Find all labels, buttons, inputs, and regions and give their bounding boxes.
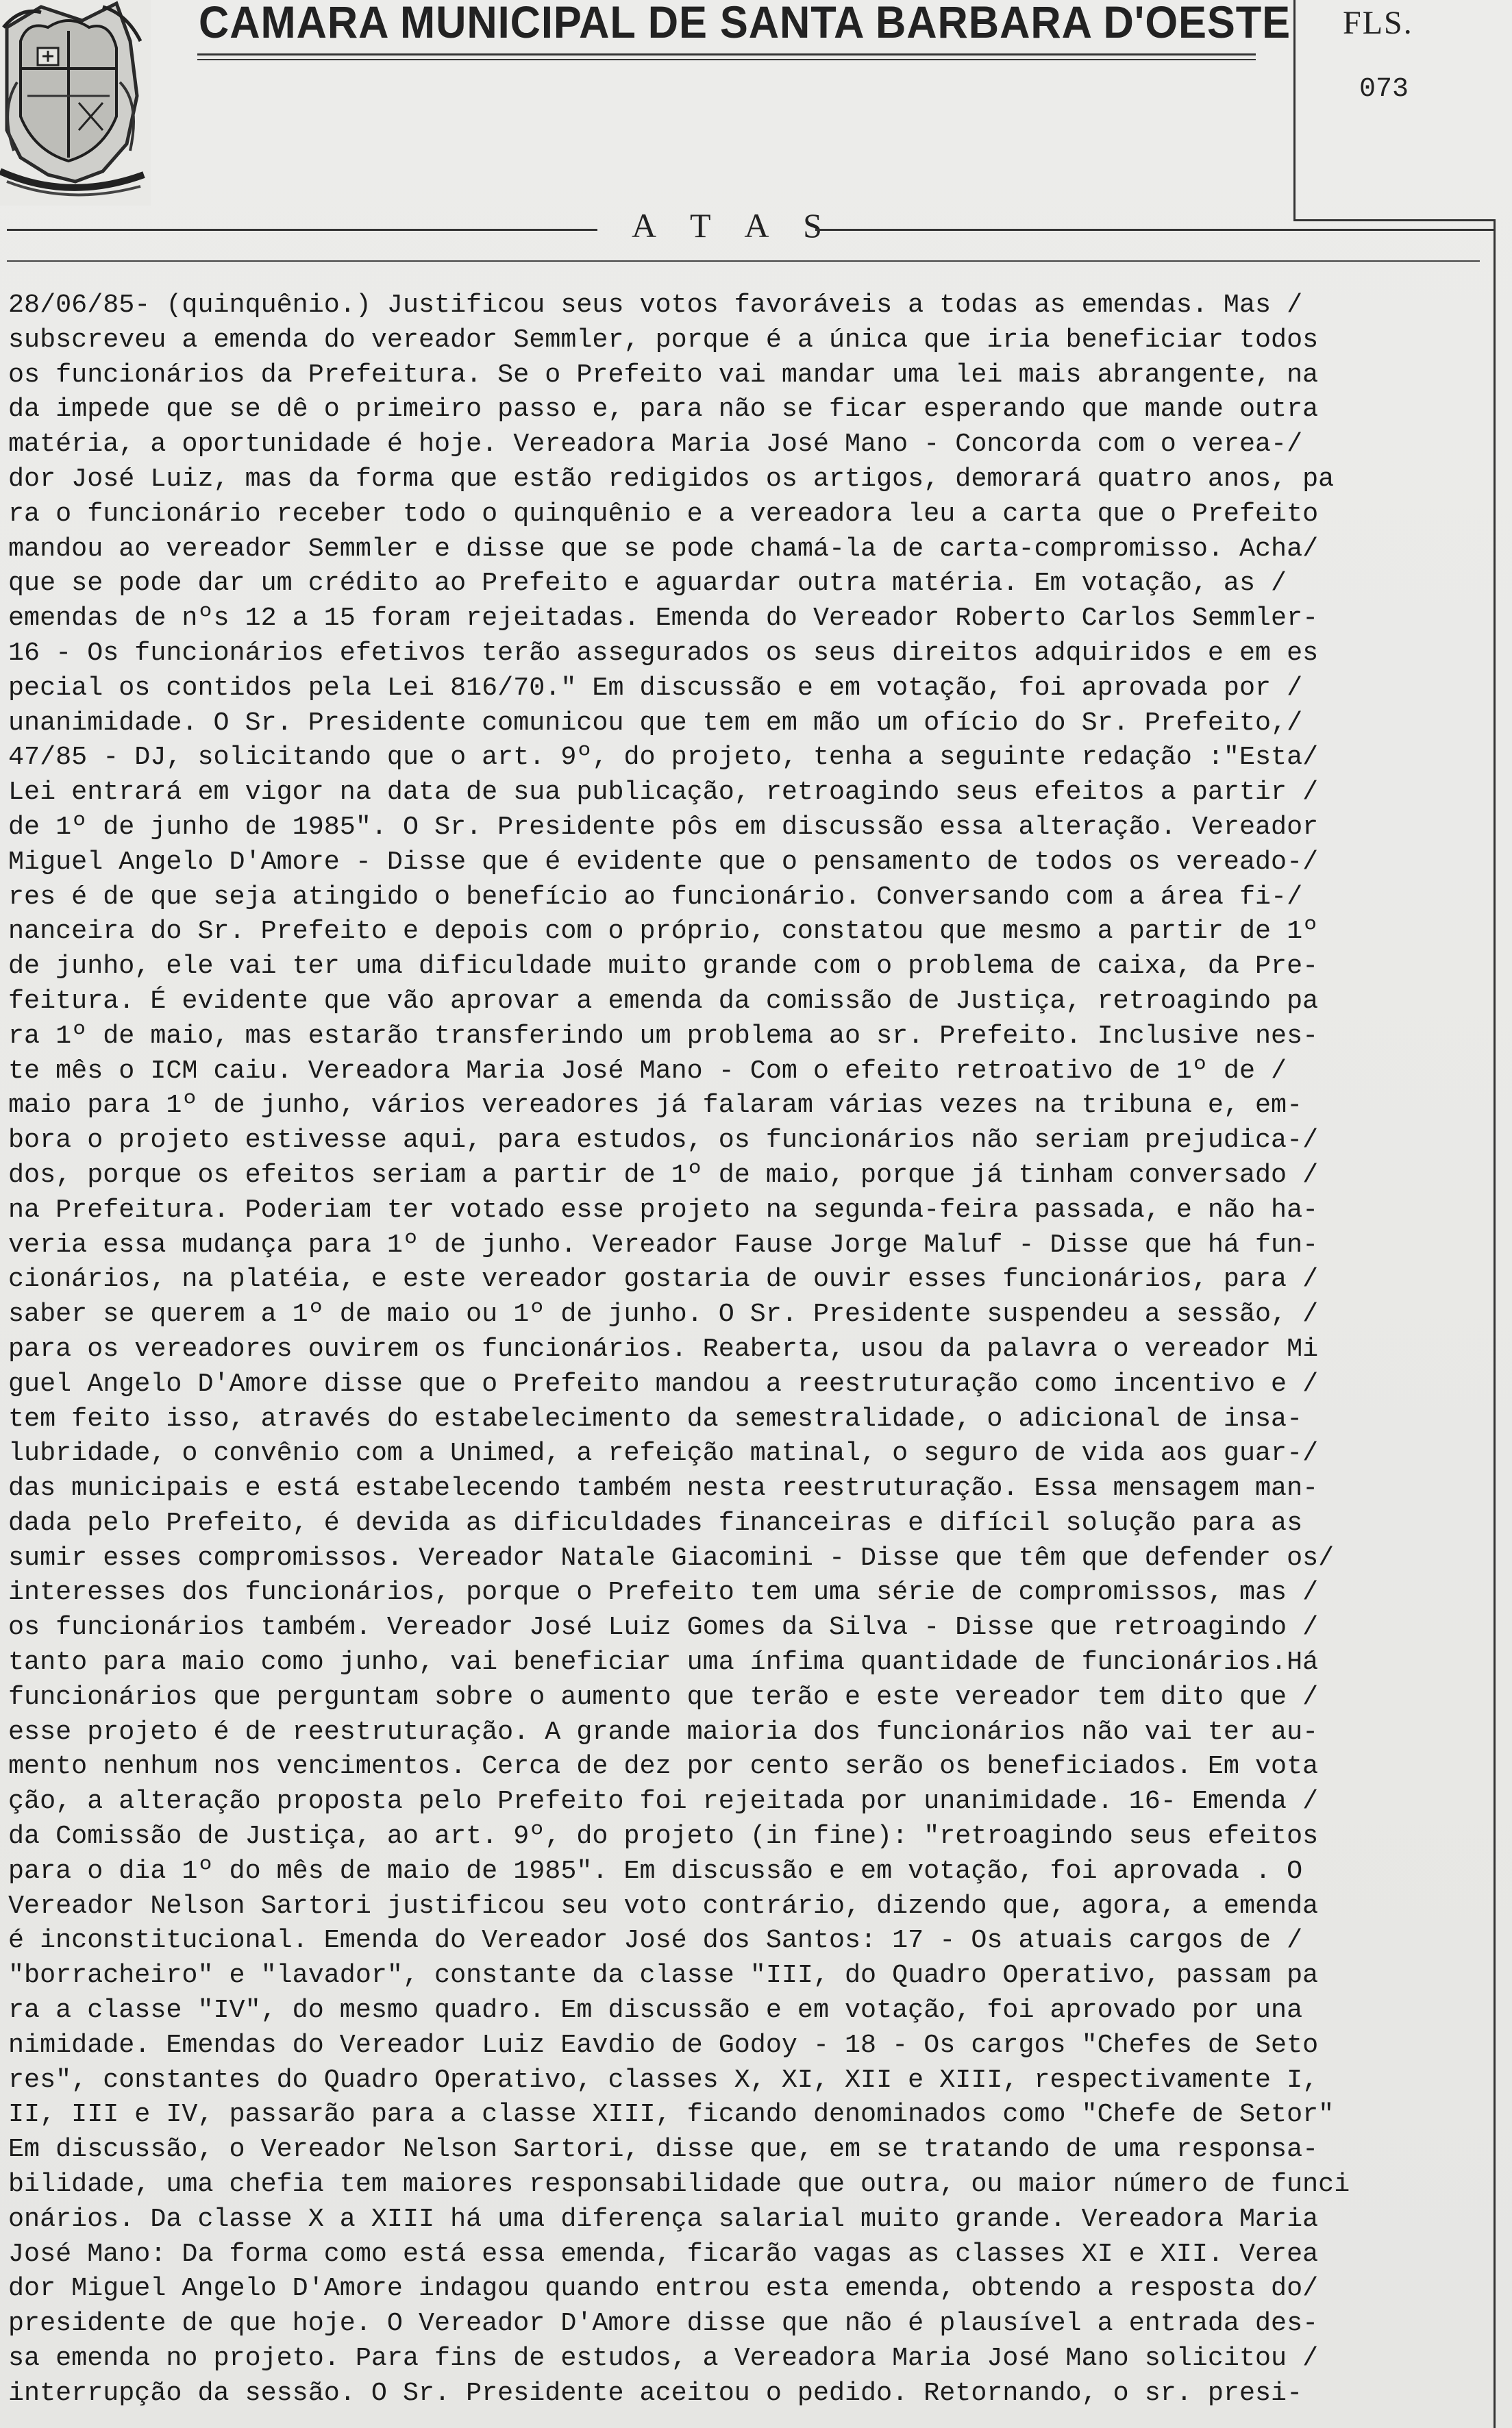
text-line: das municipais e está estabelecendo também nesta reestruturação. Essa mensagem man- <box>8 1473 1319 1504</box>
text-line: dor Miguel Angelo D'Amore indagou quando entrou esta emenda, obtendo a resposta do/ <box>8 2273 1319 2304</box>
text-line: nimidade. Emendas do Vereador Luiz Eavdio de Godoy - 18 - Os cargos "Chefes de Seto <box>8 2029 1319 2060</box>
text-line: 47/85 - DJ, solicitando que o art. 9º, do projeto, tenha a seguinte redação :"Esta/ <box>8 742 1319 773</box>
text-line: interesses dos funcionários, porque o Prefeito tem uma série de compromissos, mas / <box>8 1577 1319 1608</box>
text-line: Vereador Nelson Sartori justificou seu voto contrário, dizendo que, agora, a emenda <box>8 1890 1319 1921</box>
text-line: para o dia 1º do mês de maio de 1985". Em discussão e em votação, foi aprovada . O <box>8 1855 1303 1886</box>
chamber-title: CAMARA MUNICIPAL DE SANTA BARBARA D'OESTE <box>199 0 1291 47</box>
text-line: res é de que seja atingido o benefício ao funcionário. Conversando com a área fi-/ <box>8 881 1303 912</box>
text-line: da Comissão de Justiça, ao art. 9º, do projeto (in fine): "retroagindo seus efeitos <box>8 1821 1319 1852</box>
text-line: guel Angelo D'Amore disse que o Prefeito mandou a reestruturação como incentivo e / <box>8 1368 1319 1399</box>
text-line: res", constantes do Quadro Operativo, classes X, XI, XII e XIII, respectivamente I, <box>8 2064 1319 2095</box>
text-line: bora o projeto estivesse aqui, para estudos, os funcionários não seriam prejudica-/ <box>8 1125 1319 1156</box>
text-line: 16 - Os funcionários efetivos terão assegurados os seus direitos adquiridos e em es <box>8 637 1319 668</box>
text-line: sa emenda no projeto. Para fins de estudos, a Vereadora Maria José Mano solicitou / <box>8 2343 1319 2374</box>
municipal-seal-icon <box>0 0 151 206</box>
text-line: é inconstitucional. Emenda do Vereador José dos Santos: 17 - Os atuais cargos de / <box>8 1925 1303 1956</box>
text-line: ção, a alteração proposta pelo Prefeito foi rejeitada por unanimidade. 16- Emenda / <box>8 1786 1319 1817</box>
text-line: de junho, ele vai ter uma dificuldade muito grande com o problema de caixa, da Pre- <box>8 951 1319 982</box>
section-rule-left <box>7 229 597 231</box>
text-line: unanimidade. O Sr. Presidente comunicou que tem em mão um ofício do Sr. Prefeito,/ <box>8 707 1303 738</box>
text-line: dada pelo Prefeito, é devida as dificuldades financeiras e difícil solução para as <box>8 1507 1303 1538</box>
text-line: cionários, na platéia, e este vereador gostaria de ouvir esses funcionários, para / <box>8 1264 1319 1295</box>
text-line: os funcionários da Prefeitura. Se o Prefeito vai mandar uma lei mais abrangente, na <box>8 359 1319 390</box>
text-line: interrupção da sessão. O Sr. Presidente aceitou o pedido. Retornando, o sr. presi- <box>8 2377 1303 2408</box>
text-line: "borracheiro" e "lavador", constante da classe "III, do Quadro Operativo, passam pa <box>8 1960 1319 1991</box>
text-line: subscreveu a emenda do vereador Semmler, porque é a única que iria beneficiar todos <box>8 324 1319 355</box>
text-line: tanto para maio como junho, vai beneficiar uma ínfima quantidade de funcionários.Há <box>8 1647 1319 1678</box>
text-line: presidente de que hoje. O Vereador D'Amore disse que não é plausível a entrada des- <box>8 2308 1319 2339</box>
text-line: sumir esses compromissos. Vereador Natale Giacomini - Disse que têm que defender os/ <box>8 1542 1335 1573</box>
minutes-text <box>8 288 1481 2411</box>
text-line: Miguel Angelo D'Amore - Disse que é evidente que o pensamento de todos os vereado-/ <box>8 846 1319 877</box>
text-line: bilidade, uma chefia tem maiores responsabilidade que outra, ou maior número de funci <box>8 2169 1350 2200</box>
text-line: de 1º de junho de 1985". O Sr. Presidente pôs em discussão essa alteração. Vereador <box>8 811 1319 842</box>
text-line: saber se querem a 1º de maio ou 1º de junho. O Sr. Presidente suspendeu a sessão, / <box>8 1299 1319 1330</box>
text-line: dor José Luiz, mas da forma que estão redigidos os artigos, demorará quatro anos, pa <box>8 463 1335 494</box>
text-line: dos, porque os efeitos seriam a partir de 1º de maio, porque já tinham conversado / <box>8 1159 1319 1190</box>
text-line: os funcionários também. Vereador José Luiz Gomes da Silva - Disse que retroagindo / <box>8 1612 1319 1643</box>
text-line: maio para 1º de junho, vários vereadores já falaram várias vezes na tribuna e, em- <box>8 1090 1303 1121</box>
text-line: emendas de nºs 12 a 15 foram rejeitadas. Emenda do Vereador Roberto Carlos Semmler- <box>8 603 1319 634</box>
text-line: funcionários que perguntam sobre o aumento que terão e este vereador tem dito que / <box>8 1681 1319 1712</box>
text-line: lubridade, o convênio com a Unimed, a refeição matinal, o seguro de vida aos guar-/ <box>8 1438 1319 1469</box>
text-line: 28/06/85- (quinquênio.) Justificou seus votos favoráveis a todas as emendas. Mas / <box>8 290 1303 320</box>
text-line: esse projeto é de reestruturação. A grande maioria dos funcionários não vai ter au- <box>8 1716 1319 1747</box>
text-line: feitura. É evidente que vão aprovar a emenda da comissão de Justiça, retroagindo pa <box>8 985 1319 1016</box>
text-line: José Mano: Da forma como está essa emenda, ficarão vagas as classes XI e XII. Verea <box>8 2238 1319 2269</box>
text-line: te mês o ICM caiu. Vereadora Maria José Mano - Com o efeito retroativo de 1º de / <box>8 1055 1287 1086</box>
text-line: mento nenhum nos vencimentos. Cerca de dez por cento serão os beneficiados. Em vota <box>8 1751 1319 1782</box>
text-line: II, III e IV, passarão para a classe XIII, ficando denominados como "Chefe de Setor" <box>8 2099 1335 2130</box>
text-line: Em discussão, o Vereador Nelson Sartori, disse que, em se tratando de uma responsa- <box>8 2134 1319 2165</box>
text-line: nanceira do Sr. Prefeito e depois com o próprio, constatou que mesmo a partir de 1º <box>8 916 1319 947</box>
text-line: mandou ao vereador Semmler e disse que se pode chamá-la de carta-compromisso. Acha/ <box>8 533 1319 564</box>
text-line: da impede que se dê o primeiro passo e, para não se ficar esperando que mande outra <box>8 394 1319 425</box>
text-line: Lei entrará em vigor na data de sua publicação, retroagindo seus efeitos a partir / <box>8 777 1319 808</box>
title-rule <box>197 53 1256 60</box>
folio-number: 073 <box>1359 74 1409 105</box>
text-line: na Prefeitura. Poderiam ter votado esse projeto na segunda-feira passada, e não ha- <box>8 1194 1319 1225</box>
text-line: tem feito isso, através do estabelecimento da semestralidade, o adicional de insa- <box>8 1403 1303 1434</box>
text-line: ra a classe "IV", do mesmo quadro. Em discussão e em votação, foi aprovado por una <box>8 1995 1303 2026</box>
text-line: ra o funcionário receber todo o quinquênio e a vereadora leu a carta que o Prefeito <box>8 498 1319 529</box>
text-line: pecial os contidos pela Lei 816/70." Em discussão e em votação, foi aprovada por / <box>8 672 1303 703</box>
text-line: que se pode dar um crédito ao Prefeito e aguardar outra matéria. Em votação, as / <box>8 568 1287 599</box>
folio-label: FLS. <box>1343 5 1413 41</box>
frame-right-rule <box>1494 219 1496 2428</box>
section-title: A T A S <box>632 206 836 245</box>
text-line: veria essa mudança para 1º de junho. Vereador Fause Jorge Maluf - Disse que há fun- <box>8 1229 1319 1260</box>
frame-inner-rule <box>7 260 1480 262</box>
section-rule-right <box>815 229 1494 231</box>
text-line: para os vereadores ouvirem os funcionários. Reaberta, usou da palavra o vereador Mi <box>8 1333 1319 1364</box>
text-line: onários. Da classe X a XIII há uma diferença salarial muito grande. Vereadora Maria <box>8 2203 1319 2234</box>
text-line: matéria, a oportunidade é hoje. Vereadora Maria José Mano - Concorda com o verea-/ <box>8 429 1303 460</box>
frame-top-rule <box>1293 219 1496 221</box>
text-line: ra 1º de maio, mas estarão transferindo um problema ao sr. Prefeito. Inclusive nes- <box>8 1020 1319 1051</box>
